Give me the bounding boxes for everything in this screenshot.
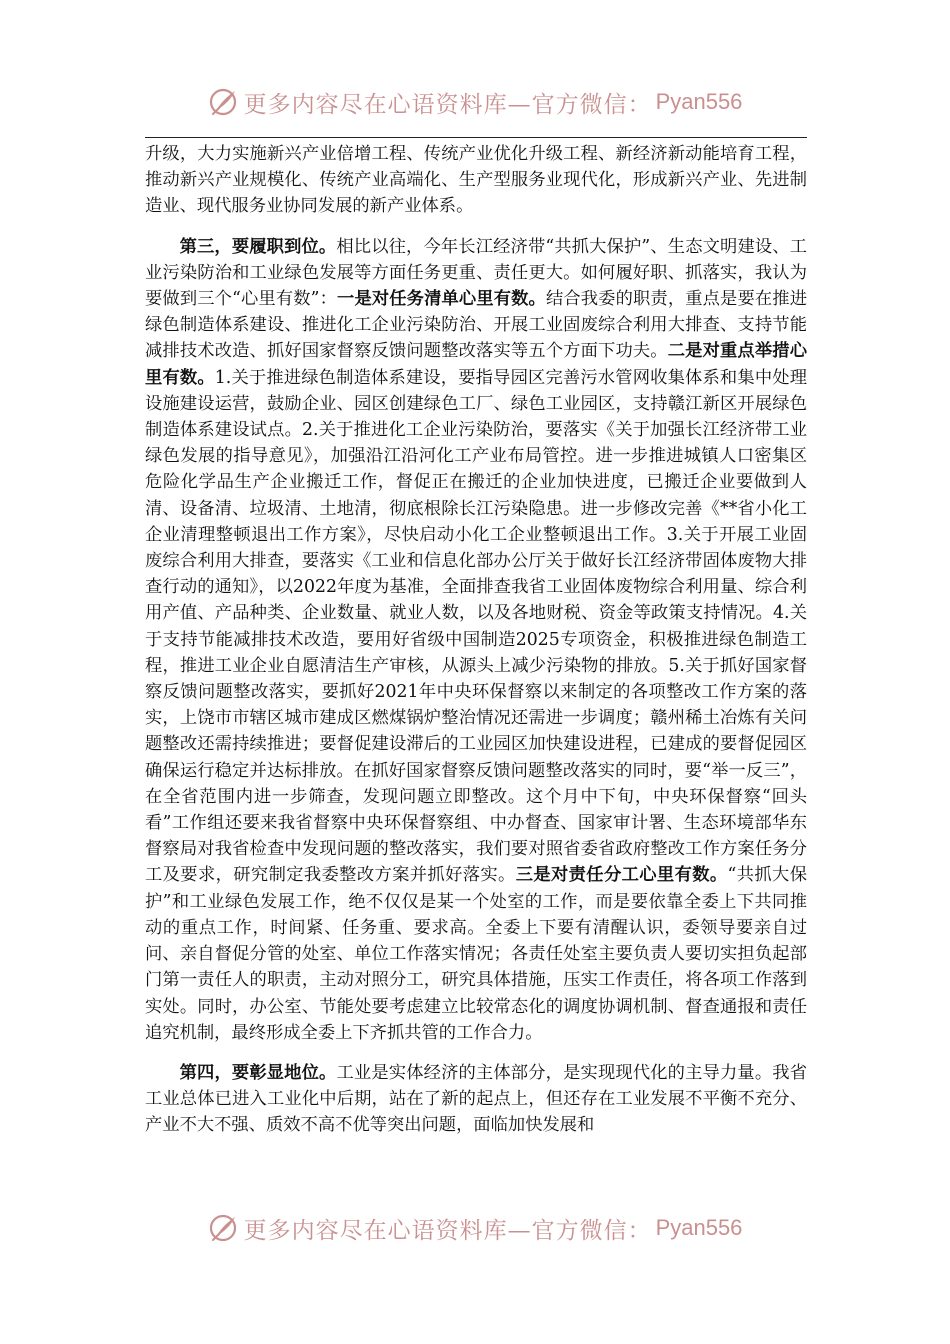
subpoint-heading: 三是对责任分工心里有数。 (515, 865, 728, 886)
quill-logo-icon (208, 87, 238, 117)
header-divider (145, 137, 807, 138)
section-heading: 第三，要履职到位。 (179, 236, 337, 257)
section-heading: 第四，要彰显地位。 (179, 1062, 337, 1083)
paragraph-text: 工业是实体经济的主体部分，是实现现代化的主导力量。我省工业总体已进入工业化中后期，站在了新的起点上，但还存在工业发展不平衡不充分、产业不大不强、质效不高不优等突出问题，面临加快发展和 (145, 1062, 807, 1136)
paragraph-third-point (145, 234, 807, 1046)
paragraph-text: “共抓大保护”和工业绿色发展工作，绝不仅仅是某一个处室的工作，而是要依靠全委上下共同推动的重点工作，时间紧、任务重、要求高。全委上下要有清醒认识，委领导要亲自过问、亲自督促分管的处室、单位工作落实情况；各责任处室主要负责人要切实担负起部门第一责任人的职责，主动对照分工，研究具体措施，压实工作责任，将各项工作落到实处。同时，办公室、节能处要考虑建立比较常态化的调度协调机制、督查通报和责任追究机制，最终形成全委上下齐抓共管的工作合力。 (145, 865, 807, 1043)
header-banner-handle: Pyan556 (655, 89, 743, 114)
footer-banner-handle: Pyan556 (655, 1215, 743, 1240)
paragraph-text: 升级，大力实施新兴产业倍增工程、传统产业优化升级工程、新经济新动能培育工程，推动新兴产业规模化、传统产业高端化、生产型服务业现代化，形成新兴产业、先进制造业、现代服务业协同发展的新产业体系。 (145, 144, 807, 217)
paragraph-text: 1.关于推进绿色制造体系建设，要指导园区完善污水管网收集体系和集中处理设施建设运营，鼓励企业、园区创建绿色工厂、绿色工业园区，支持赣江新区开展绿色制造体系建设试点。2.关于推进化工企业污染防治，要落实《关于加强长江经济带工业绿色发展的指导意见》，加强沿江沿河化工产业布局管控。进一步推进城镇人口密集区危险化学品生产企业搬迁工作，督促正在搬迁的企业加快进度，已搬迁企业要做到人清、设备清、垃圾清、土地清，彻底根除长江污染隐患。进一步修改完善《**省小化工企业清理整顿退出工作方案》，尽快启动小化工企业整顿退出工作。3.关于开展工业固废综合利用大排查，要落实《工业和信息化部办公厅关于做好长江经济带固体废物大排查行动的通知》，以2022年度为基准，全面排查我省工业固体废物综合利用量、综合利用产值、产品种类、企业数量、就业人数，以及各地财税、资金等政策支持情况。4.关于支持节能减排技术改造，要用好省级中国制造2025专项资金，积极推进绿色制造工程，推进工业企业自愿清洁生产审核，从源头上减少污染物的排放。5.关于抓好国家督察反馈问题整改落实，要抓好2021年中央环保督察以来制定的各项整改工作方案的落实，上饶市市辖区城市建成区燃煤锅炉整治情况还需进一步调度；赣州稀土冶炼有关问题整改还需持续推进；要督促建设滞后的工业园区加快建设进程，已建成的要督促园区确保运行稳定并达标排放。在抓好国家督察反馈问题整改落实的同时，要“举一反三”，在全省范围内进一步筛查，发现问题立即整改。这个月中下旬，中央环保督察“回头看”工作组还要来我省督察中央环保督察组、中办督查、国家审计署、生态环境部华东督察局对我省检查中发现问题的整改落实，我们要对照省委省政府整改工作方案任务分工及要求，研究制定我委整改方案并抓好落实。 (145, 367, 807, 886)
header-banner (0, 80, 950, 124)
footer-banner (0, 1206, 950, 1250)
document-body (145, 141, 807, 1139)
quill-logo-icon (208, 1213, 238, 1243)
subpoint-heading: 二是对重点举措心里有数。 (145, 341, 807, 388)
paragraph-continuation (145, 141, 807, 220)
footer-banner-text: 更多内容尽在心语资料库—官方微信： (243, 1217, 652, 1244)
paragraph-fourth-point (145, 1060, 807, 1139)
paragraph-text: 相比以往，今年长江经济带“共抓大保护”、生态文明建设、工业污染防治和工业绿色发展等方面任务更重、责任更大。如何履好职、抓落实，我认为要做到三个“心里有数”： (145, 236, 807, 310)
subpoint-heading: 一是对任务清单心里有数。 (337, 289, 546, 310)
header-banner-text: 更多内容尽在心语资料库—官方微信： (243, 91, 652, 118)
paragraph-text: 结合我委的职责，重点是要在推进绿色制造体系建设、推进化工企业污染防治、开展工业固废综合利用大排查、支持节能减排技术改造、抓好国家督察反馈问题整改落实等五个方面下功夫。 (145, 289, 807, 362)
